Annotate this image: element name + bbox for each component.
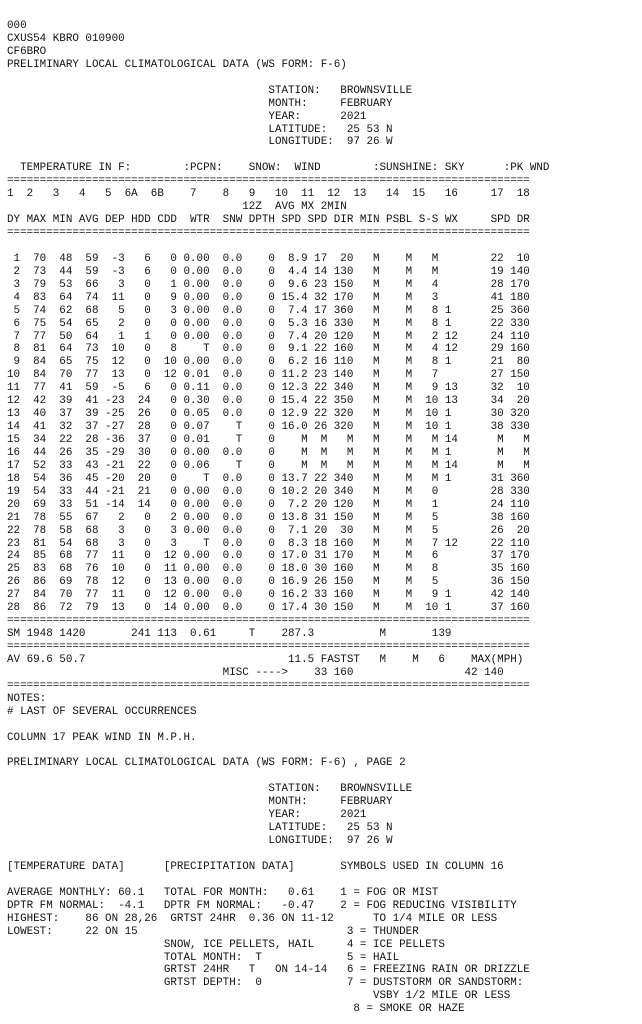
- report-line: 11 77 41 59 -5 6 0 0.11 0.0 0 12.3 22 340 M M 9 13 32 10: [7, 382, 530, 395]
- report-line: SM 1948 1420 241 113 0.61 T 287.3 M 139: [7, 628, 452, 641]
- report-line: 13 40 37 39 -25 26 0 0.05 0.0 0 12.9 22 320 M M 10 1 30 320: [7, 408, 530, 421]
- report-line: 20 69 33 51 -14 14 0 0.00 0.0 0 7.2 20 120 M M 1 24 110: [7, 498, 530, 511]
- report-line: 2 73 44 59 -3 6 0 0.00 0.0 0 4.4 14 130 M M M 19 140: [7, 265, 530, 278]
- report-line: DPTR FM NORMAL: -4.1 DPTR FM NORMAL: -0.47 2 = FOG REDUCING VISIBILITY: [7, 899, 517, 912]
- report-line: HIGHEST: 86 ON 28,26 GRTST 24HR 0.36 ON 11-12 TO 1/4 MILE OR LESS: [7, 912, 498, 925]
- report-line: 4 83 64 74 11 0 9 0.00 0.0 0 15.4 32 170 M M 3 41 180: [7, 291, 530, 304]
- report-line: 5 74 62 68 5 0 3 0.00 0.0 0 7.4 17 360 M M 8 1 25 360: [7, 304, 530, 317]
- report-line: ================================================================================: [7, 615, 530, 628]
- report-line: [7, 874, 549, 887]
- report-line: LONGITUDE: 97 26 W: [7, 835, 393, 848]
- report-line: ================================================================================: [7, 175, 530, 188]
- report-line: PRELIMINARY LOCAL CLIMATOLOGICAL DATA (WS FORM: F-6) , PAGE 2: [7, 757, 406, 770]
- report-line: NOTES:: [7, 692, 47, 705]
- report-line: STATION: BROWNSVILLE: [7, 84, 413, 97]
- report-line: 12 42 39 41 -23 24 0 0.30 0.0 0 15.4 22 350 M M 10 13 34 20: [7, 395, 530, 408]
- report-line: [TEMPERATURE DATA] [PRECIPITATION DATA] SYMBOLS USED IN COLUMN 16: [7, 860, 504, 873]
- report-line: 17 52 33 43 -21 22 0 0.06 T 0 M M M M M M 14 M M: [7, 459, 530, 472]
- report-line: GRTST 24HR T ON 14-14 6 = FREEZING RAIN OR DRIZZLE: [7, 964, 530, 977]
- report-line: TEMPERATURE IN F: :PCPN: SNOW: WIND :SUNSHINE: SKY :PK WND: [7, 162, 550, 175]
- report-line: COLUMN 17 PEAK WIND IN M.P.H.: [7, 731, 197, 744]
- report-line: 9 84 65 75 12 0 10 0.00 0.0 0 6.2 16 110 M M 8 1 21 80: [7, 356, 530, 369]
- report-line: 1 2 3 4 5 6A 6B 7 8 9 10 11 12 13 14 15 16 17 18: [7, 188, 530, 201]
- report-line: # LAST OF SEVERAL OCCURRENCES: [7, 705, 197, 718]
- report-line: 14 41 32 37 -27 28 0 0.07 T 0 16.0 26 320 M M 10 1 38 330: [7, 421, 530, 434]
- report-line: 19 54 33 44 -21 21 0 0.00 0.0 0 10.2 20 340 M M 0 28 330: [7, 485, 530, 498]
- report-line: [7, 770, 549, 783]
- report-line: GRTST DEPTH: 0 7 = DUSTSTORM OR SANDSTORM:: [7, 977, 524, 990]
- report-line: LATITUDE: 25 53 N: [7, 822, 393, 835]
- report-line: ================================================================================: [7, 679, 530, 692]
- report-line: VSBY 1/2 MILE OR LESS: [7, 990, 511, 1003]
- report-line: LOWEST: 22 ON 15 3 = THUNDER: [7, 925, 419, 938]
- report-line: 26 86 69 78 12 0 13 0.00 0.0 0 16.9 26 150 M M 5 36 150: [7, 576, 530, 589]
- report-line: 18 54 36 45 -20 20 0 T 0.0 0 13.7 22 340 M M M 1 31 360: [7, 472, 530, 485]
- report-line: 22 78 58 68 3 0 3 0.00 0.0 0 7.1 20 30 M M 5 26 20: [7, 524, 530, 537]
- report-line: 25 83 68 76 10 0 11 0.00 0.0 0 18.0 30 160 M M 8 35 160: [7, 563, 530, 576]
- report-line: [7, 149, 549, 162]
- report-line: STATION: BROWNSVILLE: [7, 783, 413, 796]
- report-line: CF6BRO: [7, 45, 47, 58]
- report-line: YEAR: 2021: [7, 809, 367, 822]
- report-line: LONGITUDE: 97 26 W: [7, 136, 393, 149]
- report-line: [7, 72, 549, 85]
- report-line: 21 78 55 67 2 0 2 0.00 0.0 0 13.8 31 150 M M 5 38 160: [7, 511, 530, 524]
- report-line: MONTH: FEBRUARY: [7, 796, 393, 809]
- report-line: 3 79 53 66 3 0 1 0.00 0.0 0 9.6 23 150 M M 4 28 170: [7, 278, 530, 291]
- report-line: AVERAGE MONTHLY: 60.1 TOTAL FOR MONTH: 0.61 1 = FOG OR MIST: [7, 886, 439, 899]
- report-line: 8 81 64 73 10 0 8 T 0.0 0 9.1 22 160 M M 4 12 29 160: [7, 343, 530, 356]
- report-line: PRELIMINARY LOCAL CLIMATOLOGICAL DATA (WS FORM: F-6): [7, 58, 347, 71]
- report-line: 000: [7, 20, 27, 32]
- report-line: 6 75 54 65 2 0 0 0.00 0.0 0 5.3 16 330 M M 8 1 22 330: [7, 317, 530, 330]
- report-line: [7, 240, 549, 253]
- report-line: [7, 745, 549, 758]
- report-line: 1 70 48 59 -3 6 0 0.00 0.0 0 8.9 17 20 M M M 22 10: [7, 252, 530, 265]
- report-line: 15 34 22 28 -36 37 0 0.01 T 0 M M M M M M 14 M M: [7, 434, 530, 446]
- climatological-report: [7, 20, 549, 1016]
- report-line: 12Z AVG MX 2MIN: [7, 201, 347, 214]
- report-line: 7 77 50 64 1 1 0 0.00 0.0 0 7.4 20 120 M M 2 12 24 110: [7, 330, 530, 343]
- report-line: 24 85 68 77 11 0 12 0.00 0.0 0 17.0 31 170 M M 6 37 170: [7, 550, 530, 563]
- report-line: 23 81 54 68 3 0 3 T 0.0 0 8.3 18 160 M M 7 12 22 110: [7, 537, 530, 550]
- report-line: ================================================================================: [7, 227, 530, 239]
- report-line: 16 44 26 35 -29 30 0 0.00 0.0 0 M M M M M M 1 M M: [7, 446, 530, 459]
- report-line: 10 84 70 77 13 0 12 0.01 0.0 0 11.2 23 140 M M 7 27 150: [7, 369, 530, 382]
- report-line: YEAR: 2021: [7, 110, 367, 123]
- report-line: ================================================================================: [7, 641, 530, 653]
- report-line: TOTAL MONTH: T 5 = HAIL: [7, 951, 400, 964]
- report-line: 28 86 72 79 13 0 14 0.00 0.0 0 17.4 30 150 M M 10 1 37 160: [7, 602, 530, 615]
- report-line: 8 = SMOKE OR HAZE: [7, 1003, 465, 1016]
- report-line: [7, 848, 549, 861]
- report-line: MISC ----> 33 160 42 140: [7, 666, 504, 679]
- report-line: CXUS54 KBRO 010900: [7, 32, 125, 45]
- report-line: 27 84 70 77 11 0 12 0.00 0.0 0 16.2 33 160 M M 9 1 42 140: [7, 589, 530, 602]
- report-line: DY MAX MIN AVG DEP HDD CDD WTR SNW DPTH SPD SPD DIR MIN PSBL S-S WX SPD DR: [7, 214, 530, 227]
- report-line: LATITUDE: 25 53 N: [7, 123, 393, 136]
- report-line: AV 69.6 50.7 11.5 FASTST M M 6 MAX(MPH): [7, 653, 524, 666]
- report-line: SNOW, ICE PELLETS, HAIL 4 = ICE PELLETS: [7, 938, 445, 951]
- report-line: MONTH: FEBRUARY: [7, 97, 393, 110]
- report-line: [7, 719, 549, 732]
